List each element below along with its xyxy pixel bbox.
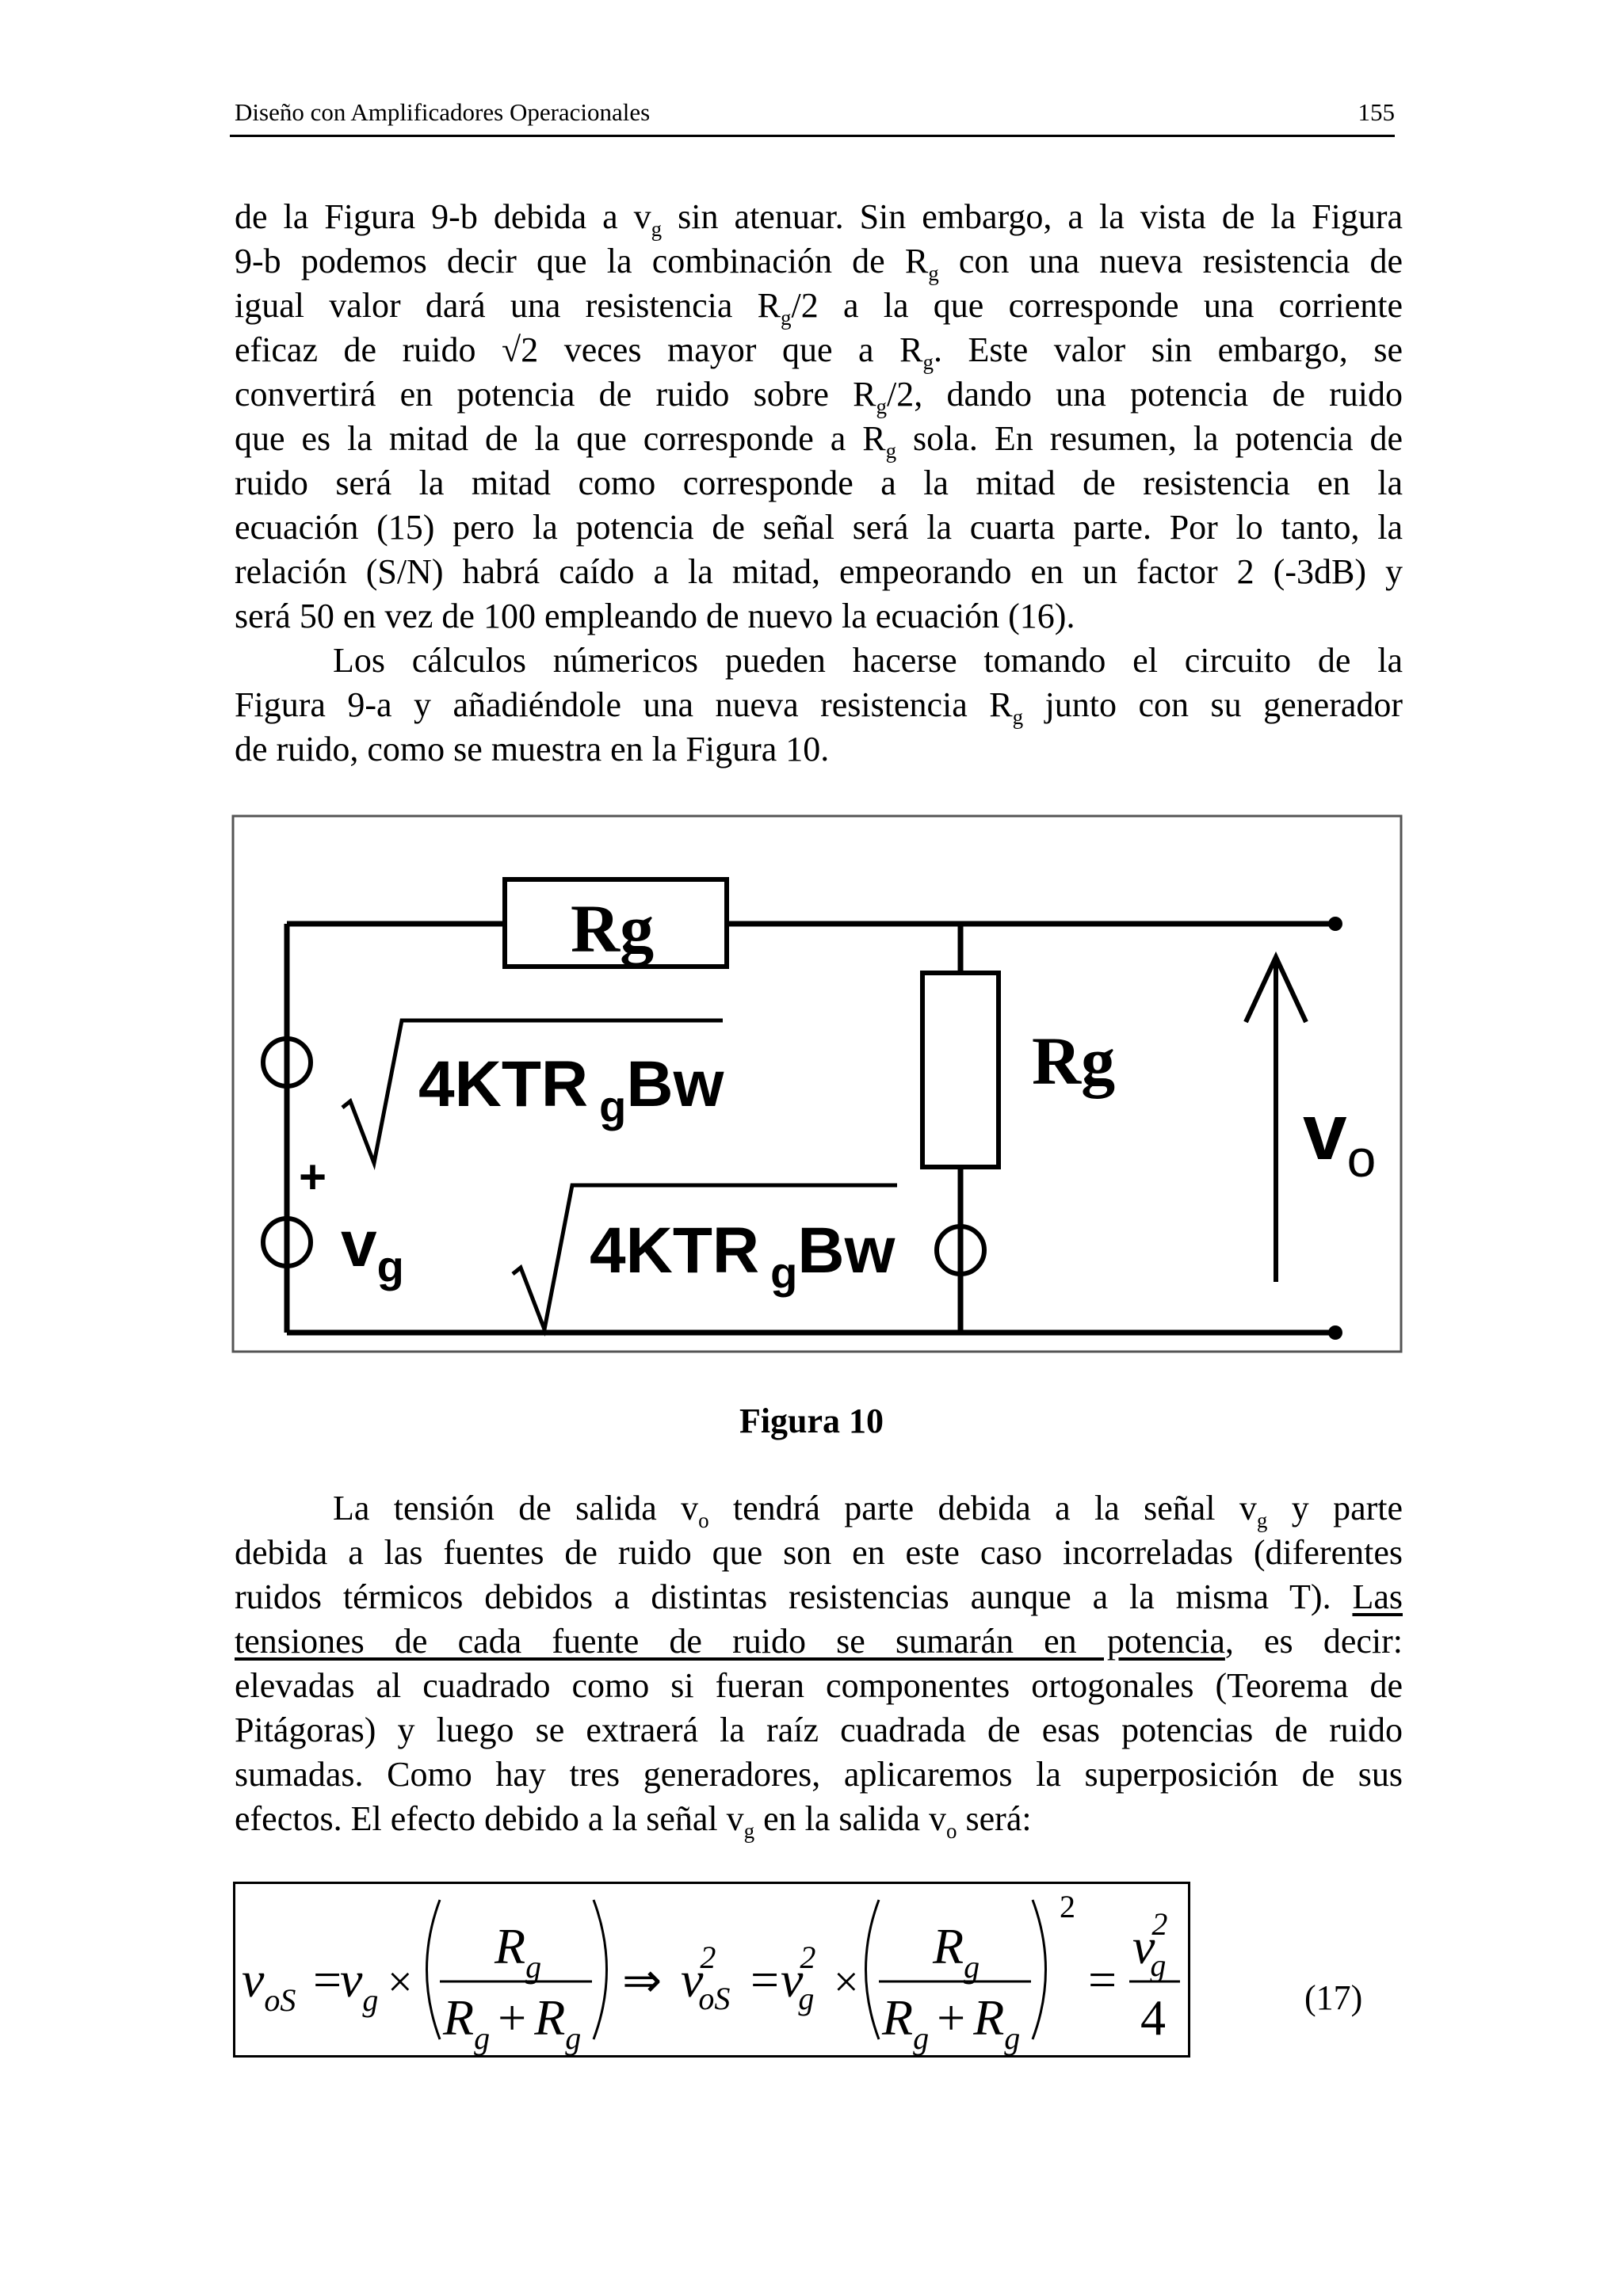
text-line: 9-b podemos decir que la combinación de $R_g$ con una nueva resistencia de — [235, 242, 1403, 285]
terminal-top — [1328, 917, 1342, 931]
label-vo: $v_o$ — [1303, 1088, 1377, 1188]
label-rg-top: Rg — [571, 891, 655, 967]
text-line: será 50 en vez de 100 empleando de nuevo la ecuación (16). — [235, 597, 1075, 635]
paren-right — [594, 1900, 607, 2039]
eq-implies: ⇒ — [622, 1955, 663, 2007]
text-line: ruido será la mitad como corresponde a la mitad de resistencia en la — [235, 463, 1403, 502]
text-line: Figura 9-a y añadiéndole una nueva resistencia $R_g$ junto con su generador — [235, 685, 1403, 729]
frac1-num: $R_g$ — [495, 1918, 542, 1985]
text-line: de la Figura 9-b debida a $v_g$ sin atenuar. Sin embargo, a la vista de la Figura — [235, 197, 1403, 241]
text-line: ruidos térmicos debidos a distintas resistencias aunque a la misma T). Las — [235, 1577, 1403, 1616]
text-line: tensiones de cada fuente de ruido se sumarán en potencia, es decir: — [235, 1622, 1403, 1661]
frac2-den: $R_g + R_g$ — [882, 1989, 1021, 2055]
eq-times: × — [388, 1958, 413, 2007]
frac3-num: v2 g — [1132, 1906, 1168, 1983]
terminal-bottom — [1328, 1325, 1342, 1340]
page-number: 155 — [1358, 98, 1395, 126]
text-line: relación (S/N) habrá caído a la mitad, empeorando en un factor 2 (-3dB) y — [235, 552, 1403, 591]
eq-lhs: $v_{oS}$ — [242, 1951, 296, 2018]
text-line: La tensión de salida $v_o$ tendrá parte debida a la señal $v_g$ y parte — [333, 1489, 1403, 1532]
eq-vg2: v2 g — [781, 1939, 816, 2016]
paren-left — [427, 1900, 441, 2039]
eq-equals-2: = — [750, 1951, 780, 2008]
eq-vg: $v_g$ — [340, 1951, 379, 2018]
text-line: Pitágoras) y luego se extraerá la raíz cuadrada de esas potencias de ruido — [235, 1711, 1403, 1749]
paragraph-2 — [235, 639, 1403, 772]
eq-v2: v2 oS — [681, 1939, 731, 2016]
text-line: de ruido, como se muestra en la Figura 10. — [235, 730, 830, 769]
label-plus: + — [299, 1150, 327, 1203]
circuit-figure — [231, 814, 1403, 1353]
text-line: que es la mitad de la que corresponde a $R_g$ sola. En resumen, la potencia de — [235, 419, 1403, 463]
running-title: Diseño con Amplificadores Operacionales — [235, 98, 651, 126]
text-line: debida a las fuentes de ruido que son en este caso incorreladas (diferentes — [235, 1533, 1403, 1572]
label-noise-1: 4KTR $_g$Bw — [418, 1048, 724, 1131]
text-line: Los cálculos númericos pueden hacerse tomando el circuito de la — [333, 641, 1403, 680]
label-noise-2: 4KTR $_g$Bw — [590, 1215, 896, 1298]
figure-caption: Figura 10 — [739, 1402, 884, 1440]
page-header — [230, 93, 1395, 137]
label-vg: $v_g$ — [341, 1208, 404, 1291]
text-line: igual valor dará una resistencia $R_g/2$ a la que corresponde una corriente — [235, 286, 1403, 330]
eq-equals: = — [313, 1951, 342, 2008]
frac1-den: $R_g + R_g$ — [443, 1989, 582, 2055]
text-line: sumadas. Como hay tres generadores, aplicaremos la superposición de sus — [235, 1755, 1403, 1794]
eq-square: 2 — [1060, 1889, 1075, 1924]
text-line: ecuación (15) pero la potencia de señal será la cuarta parte. Por lo tanto, la — [235, 508, 1403, 547]
eq-equals-3: = — [1088, 1951, 1117, 2008]
eq-times-2: × — [834, 1958, 859, 2007]
frac2-num: $R_g$ — [933, 1918, 980, 1985]
paragraph-3 — [235, 1486, 1403, 1841]
equation-box — [233, 1882, 1190, 2058]
paren-right-2 — [1033, 1900, 1046, 2039]
paren-left-2 — [866, 1900, 880, 2039]
label-rg-right: Rg — [1032, 1023, 1116, 1099]
equation-number: (17) — [1304, 1978, 1363, 2017]
text-line: efectos. El efecto debido a la señal $v_g$ en la salida $v_o$ será: — [235, 1799, 1032, 1843]
text-line: convertirá en potencia de ruido sobre $R_g/2$, dando una potencia de ruido — [235, 375, 1403, 418]
text-line: elevadas al cuadrado como si fueran componentes ortogonales (Teorema de — [235, 1666, 1403, 1705]
equation-17 — [235, 1884, 1188, 2055]
text-line: eficaz de ruido √2 veces mayor que a $R_g$. Este valor sin embargo, se — [235, 330, 1403, 374]
paragraph-1 — [235, 195, 1403, 639]
frac3-den: 4 — [1140, 1989, 1166, 2046]
resistor-right — [922, 973, 999, 1167]
